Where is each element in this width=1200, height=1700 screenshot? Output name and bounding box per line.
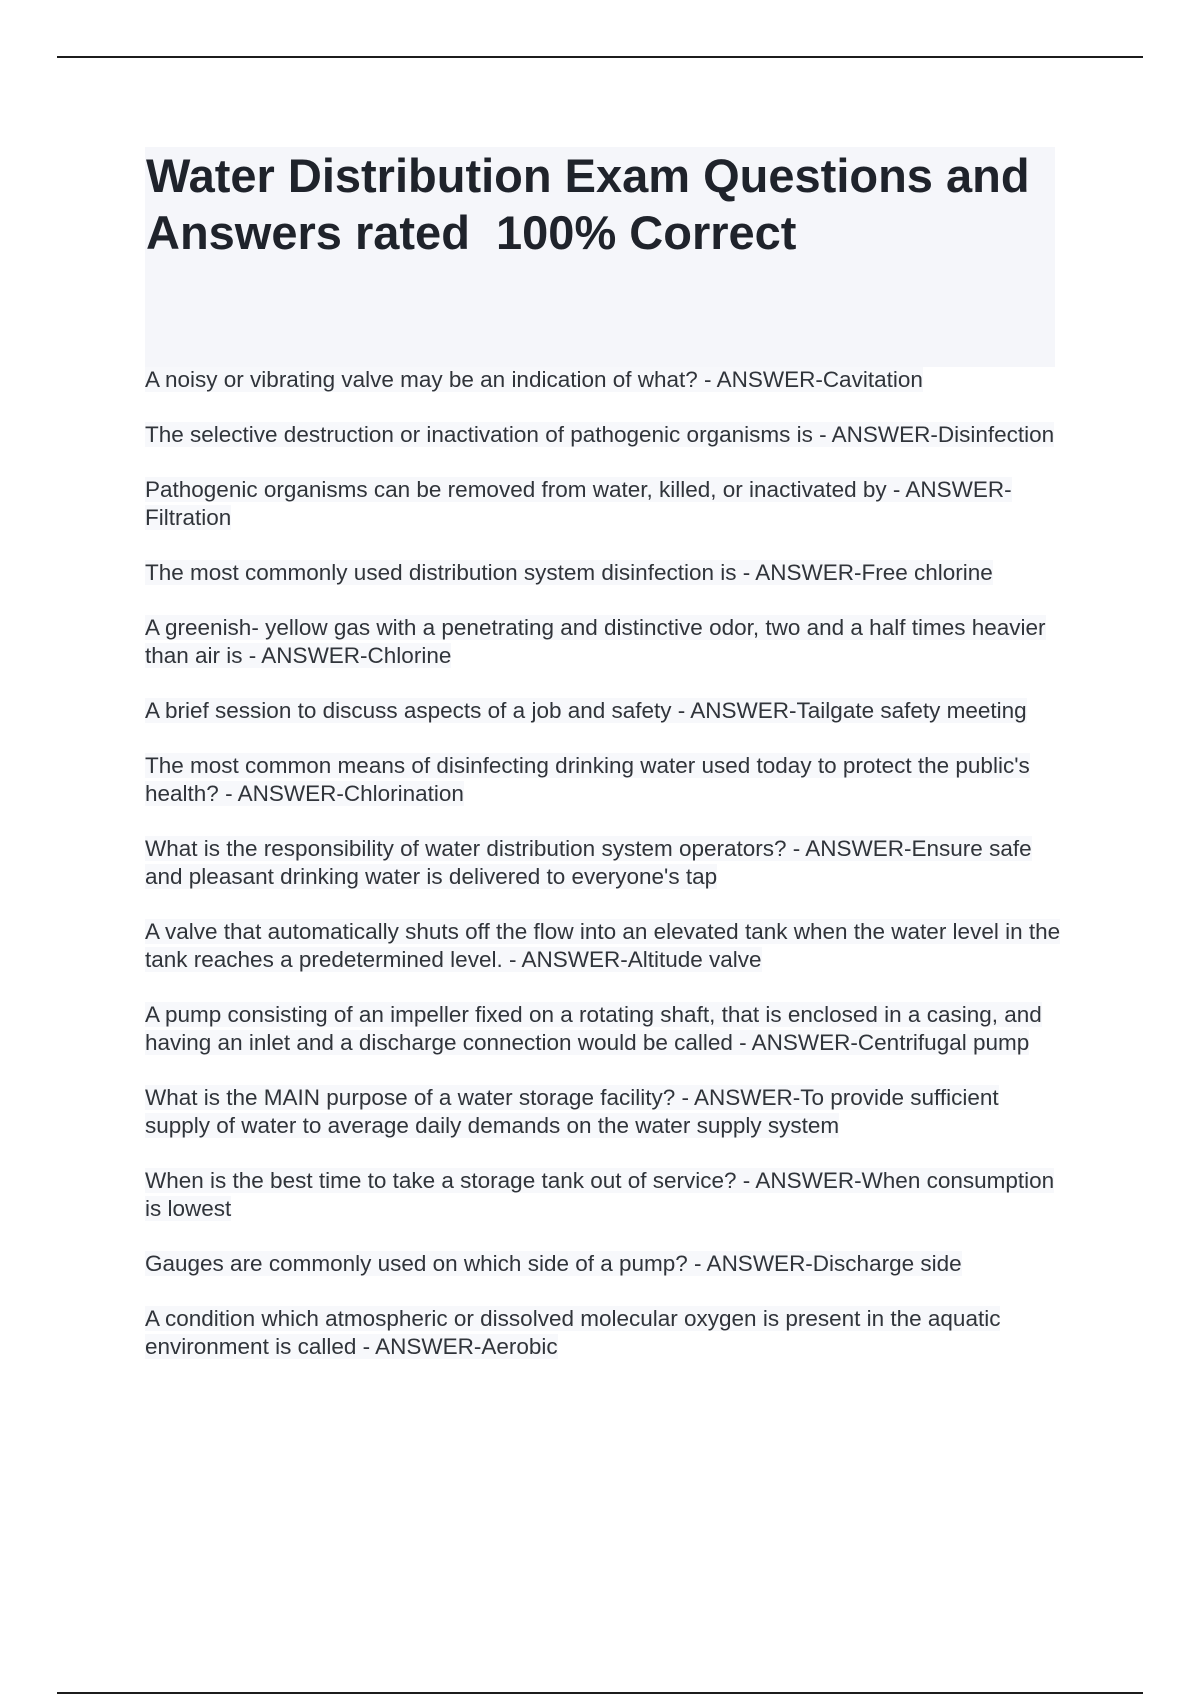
title-block [145,147,1055,367]
qa-item [145,1250,1065,1278]
qa-item [145,918,1065,974]
qa-text: What is the responsibility of water distribution system operators? - ANSWER-Ensure safe and pleasant drinking water is delivered to everyone's tap [145,836,1032,889]
qa-item [145,697,1065,725]
qa-item [145,559,1065,587]
qa-text: A greenish- yellow gas with a penetrating and distinctive odor, two and a half times heavier than air is - ANSWER-Chlorine [145,615,1046,668]
qa-text: What is the MAIN purpose of a water storage facility? - ANSWER-To provide sufficient supply of water to average daily demands on the water supply system [145,1085,999,1138]
qa-text: A valve that automatically shuts off the flow into an elevated tank when the water level in the tank reaches a predetermined level. - ANSWER-Altitude valve [145,919,1061,972]
bottom-rule [57,1692,1143,1694]
qa-item [145,1167,1065,1223]
qa-text: When is the best time to take a storage tank out of service? - ANSWER-When consumption is lowest [145,1168,1055,1221]
qa-text: A pump consisting of an impeller fixed on a rotating shaft, that is enclosed in a casing, and having an inlet and a discharge connection would be called - ANSWER-Centrifugal pump [145,1002,1042,1055]
qa-item [145,1305,1065,1361]
qa-text: The most commonly used distribution system disinfection is - ANSWER-Free chlorine [145,560,993,585]
qa-item [145,421,1065,449]
qa-text: Pathogenic organisms can be removed from water, killed, or inactivated by - ANSWER-Filtration [145,477,1012,530]
qa-text: A condition which atmospheric or dissolved molecular oxygen is present in the aquatic environment is called - ANSWER-Aerobic [145,1306,1001,1359]
qa-text: The most common means of disinfecting drinking water used today to protect the public's health? - ANSWER-Chlorination [145,753,1030,806]
qa-text: Gauges are commonly used on which side of a pump? - ANSWER-Discharge side [145,1251,962,1276]
qa-item [145,366,1065,394]
qa-text: A noisy or vibrating valve may be an indication of what? - ANSWER-Cavitation [145,367,923,392]
qa-item [145,835,1065,891]
qa-item [145,476,1065,532]
qa-text: A brief session to discuss aspects of a job and safety - ANSWER-Tailgate safety meeting [145,698,1027,723]
qa-text: The selective destruction or inactivation of pathogenic organisms is - ANSWER-Disinfection [145,422,1055,447]
qa-item [145,1084,1065,1140]
document-title: Water Distribution Exam Questions and Answers rated 100% Correct [146,149,1041,259]
qa-item [145,1001,1065,1057]
qa-item [145,614,1065,670]
qa-list [145,366,1065,1388]
top-rule [57,56,1143,58]
qa-item [145,752,1065,808]
